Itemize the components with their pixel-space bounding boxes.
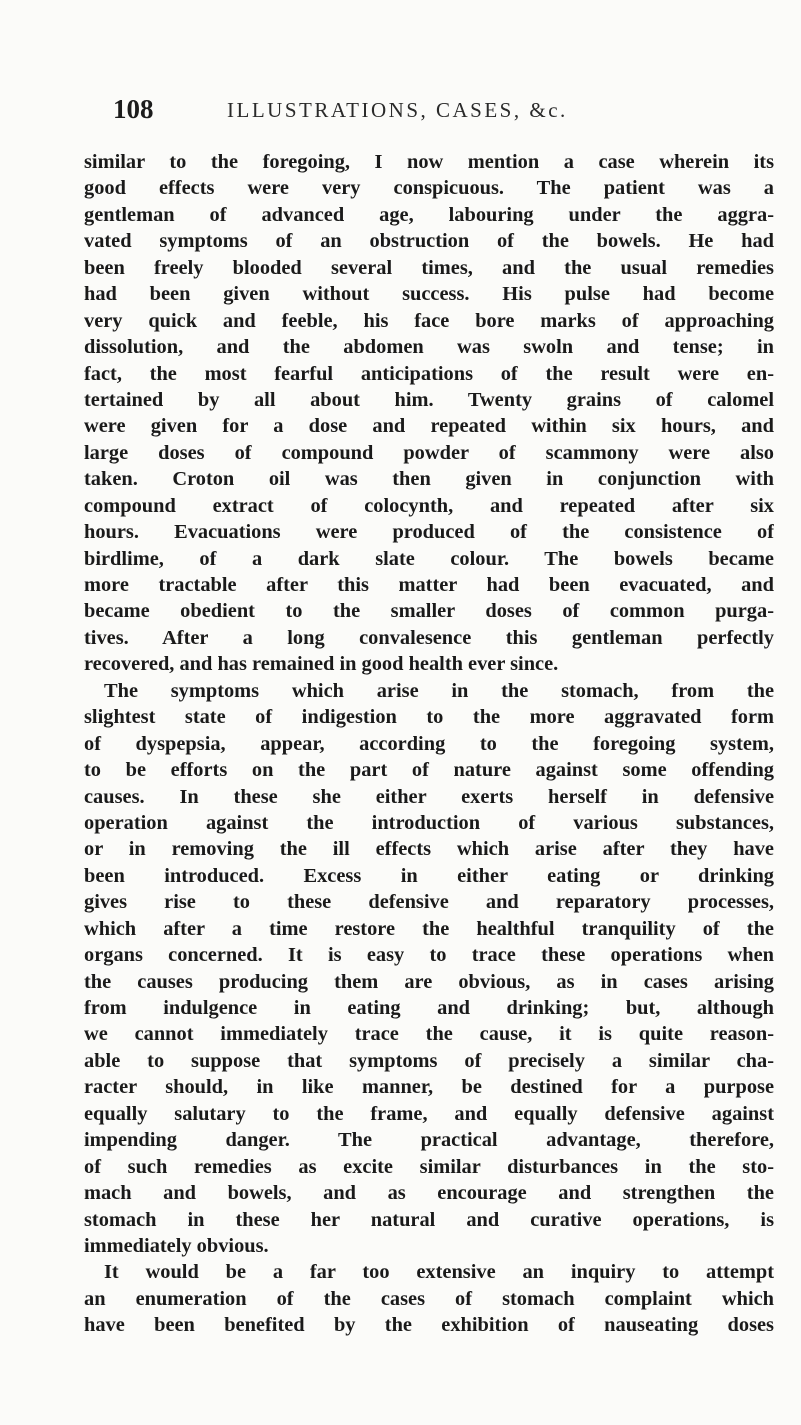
text-line: hours. Evacuations were produced of the consistence of: [84, 521, 774, 544]
text-line: tertained by all about him. Twenty grains of calomel: [84, 388, 774, 411]
body-text: [84, 149, 774, 1339]
text-line: had been given without success. His pulse had become: [84, 283, 774, 306]
text-line: of such remedies as excite similar disturbances in the sto-: [84, 1155, 774, 1178]
text-line: have been benefited by the exhibition of nauseating doses: [84, 1314, 774, 1337]
text-line: The symptoms which arise in the stomach, from the: [104, 679, 774, 702]
text-line: of dyspepsia, appear, according to the foregoing system,: [84, 732, 774, 755]
text-line: an enumeration of the cases of stomach complaint which: [84, 1287, 774, 1310]
text-line: immediately obvious.: [84, 1234, 269, 1257]
text-line: been freely blooded several times, and the usual remedies: [84, 256, 774, 279]
text-line: It would be a far too extensive an inquiry to attempt: [104, 1261, 774, 1284]
text-line: causes. In these she either exerts herself in defensive: [84, 785, 774, 808]
text-line: taken. Croton oil was then given in conjunction with: [84, 468, 774, 491]
text-line: been introduced. Excess in either eating or drinking: [84, 864, 774, 887]
text-line: operation against the introduction of various substances,: [84, 811, 774, 834]
text-line: equally salutary to the frame, and equally defensive against: [84, 1102, 774, 1125]
text-line: similar to the foregoing, I now mention a case wherein its: [84, 151, 774, 173]
text-line: very quick and feeble, his face bore marks of approaching: [84, 309, 774, 332]
text-line: we cannot immediately trace the cause, it is quite reason-: [84, 1023, 774, 1046]
text-line: gentleman of advanced age, labouring under the aggra-: [84, 203, 774, 226]
text-line: able to suppose that symptoms of precisely a similar cha-: [84, 1049, 774, 1072]
text-line: dissolution, and the abdomen was swoln and tense; in: [84, 336, 774, 359]
text-line: organs concerned. It is easy to trace these operations when: [84, 944, 774, 967]
text-line: compound extract of colocynth, and repeated after six: [84, 494, 774, 517]
text-line: gives rise to these defensive and reparatory processes,: [84, 891, 774, 914]
text-line: good effects were very conspicuous. The patient was a: [84, 177, 774, 200]
text-line: tives. After a long convalesence this gentleman perfectly: [84, 626, 774, 649]
page-number: 108: [113, 94, 154, 124]
text-line: more tractable after this matter had been evacuated, and: [84, 574, 774, 596]
text-line: racter should, in like manner, be destined for a purpose: [84, 1076, 774, 1099]
text-line: large doses of compound powder of scammony were also: [84, 441, 774, 464]
text-line: vated symptoms of an obstruction of the bowels. He had: [84, 230, 774, 253]
text-line: the causes producing them are obvious, as in cases arising: [84, 970, 774, 993]
text-line: were given for a dose and repeated within six hours, and: [84, 415, 774, 438]
running-head: ILLUSTRATIONS, CASES, &c.: [227, 98, 568, 122]
text-line: impending danger. The practical advantage, therefore,: [84, 1129, 774, 1152]
text-line: or in removing the ill effects which arise after they have: [84, 838, 774, 861]
text-line: from indulgence in eating and drinking; but, although: [84, 997, 774, 1019]
text-line: which after a time restore the healthful tranquility of the: [84, 917, 774, 940]
text-line: birdlime, of a dark slate colour. The bowels became: [84, 547, 774, 570]
text-line: to be efforts on the part of nature against some offending: [84, 759, 774, 782]
page-header: [113, 94, 673, 134]
text-line: fact, the most fearful anticipations of the result were en-: [84, 362, 774, 385]
text-line: recovered, and has remained in good health ever since.: [84, 653, 559, 676]
text-line: slightest state of indigestion to the more aggravated form: [84, 706, 774, 729]
text-line: became obedient to the smaller doses of common purga-: [84, 600, 774, 623]
text-line: stomach in these her natural and curative operations, is: [84, 1208, 774, 1231]
text-line: mach and bowels, and as encourage and strengthen the: [84, 1182, 774, 1205]
